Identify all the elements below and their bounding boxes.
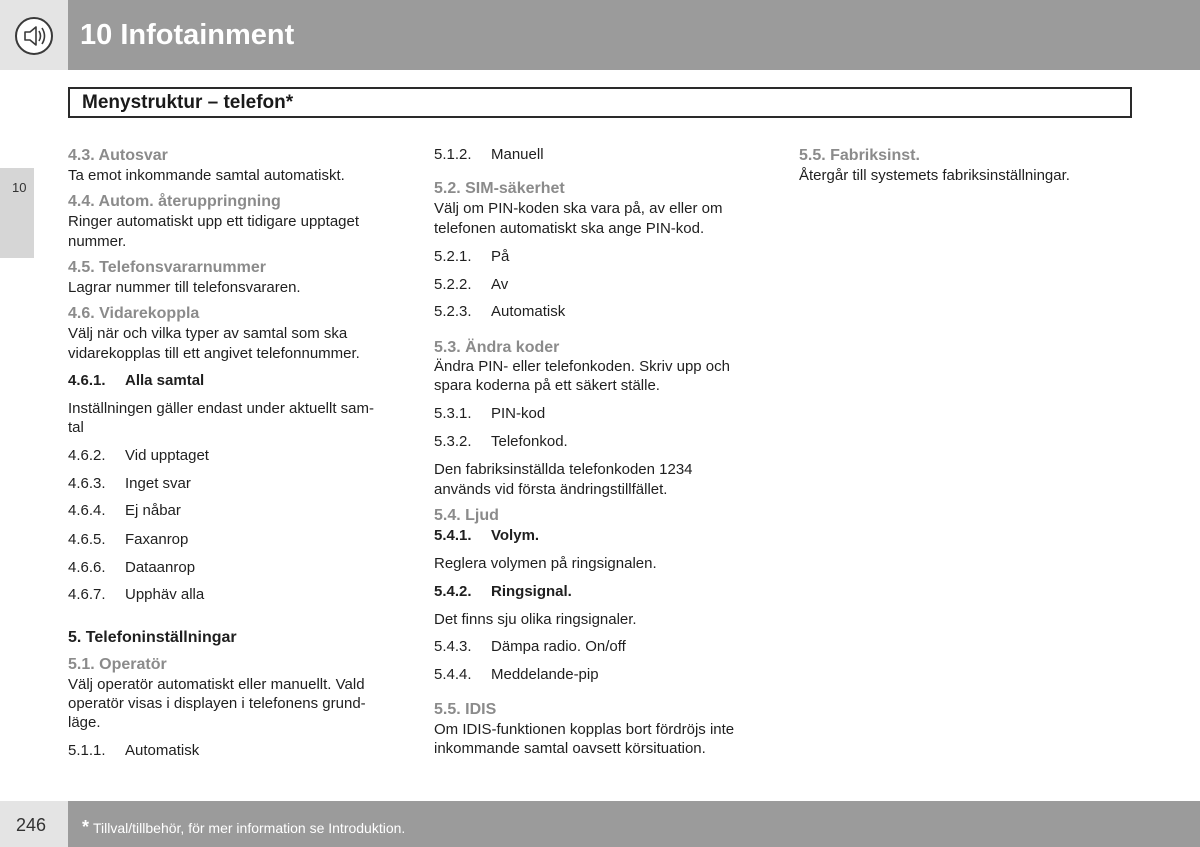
item-number: 5.2.3. bbox=[434, 303, 472, 320]
item-number: 5.2.1. bbox=[434, 248, 472, 265]
list-item bbox=[68, 446, 209, 466]
section-title-box bbox=[68, 87, 1132, 118]
text-5-1-line3: läge. bbox=[68, 714, 101, 731]
speaker-icon bbox=[14, 16, 54, 56]
text-5-3-note-line2: används vid första ändringstillfället. bbox=[434, 481, 668, 498]
page-number: 246 bbox=[16, 815, 47, 835]
text-5-2-line2: telefonen automatiskt ska ange PIN-kod. bbox=[434, 220, 705, 237]
heading-5-5-fabriksinst: 5.5. Fabriksinst. bbox=[799, 147, 920, 164]
item-number: 4.6.7. bbox=[68, 586, 106, 603]
item-number: 5.4.4. bbox=[434, 666, 472, 683]
item-number: 5.3.1. bbox=[434, 405, 472, 422]
item-5-2-2 bbox=[434, 275, 508, 295]
item-label: Dämpa radio. On/off bbox=[491, 638, 626, 655]
heading-5-5: 5.5. IDIS bbox=[434, 701, 497, 718]
text-4-4-line1: Ringer automatiskt upp ett tidigare upptaget bbox=[68, 213, 360, 230]
list-item bbox=[68, 558, 195, 578]
chapter-side-tab bbox=[0, 168, 34, 258]
list-item bbox=[68, 474, 191, 494]
list-item bbox=[68, 530, 188, 550]
text-5-3-line1: Ändra PIN- eller telefonkoden. Skriv upp och bbox=[434, 358, 730, 375]
text-5-2-line1: Välj om PIN-koden ska vara på, av eller om bbox=[434, 200, 723, 217]
item-5-3-1 bbox=[434, 404, 545, 424]
item-number: 5.1.2. bbox=[434, 146, 472, 163]
item-5-4-4 bbox=[434, 665, 599, 685]
item-label: Upphäv alla bbox=[125, 586, 205, 603]
item-number: 5.4.1. bbox=[434, 527, 472, 544]
item-5-2-1 bbox=[434, 247, 509, 267]
chapter-title: 10 Infotainment bbox=[80, 19, 295, 51]
heading-5-4: 5.4. Ljud bbox=[434, 507, 499, 524]
item-label: Av bbox=[491, 276, 509, 293]
item-label: Vid upptaget bbox=[125, 447, 209, 464]
item-number: 4.6.1. bbox=[68, 372, 106, 389]
text-4-6-line2: vidarekopplas till ett angivet telefonnummer. bbox=[68, 345, 360, 362]
item-label: Automatisk bbox=[491, 303, 566, 320]
item-label: Dataanrop bbox=[125, 559, 196, 576]
item-5-1-2 bbox=[434, 145, 544, 165]
text-4-6-line1: Välj när och vilka typer av samtal som ska bbox=[68, 325, 348, 342]
text-5-1-line2: operatör visas i displayen i telefonens grund- bbox=[68, 695, 366, 712]
item-label: Automatisk bbox=[125, 742, 200, 759]
item-label: Volym. bbox=[491, 527, 540, 544]
item-label: PIN-kod bbox=[491, 405, 546, 422]
text-4-3: Ta emot inkommande samtal automatiskt. bbox=[68, 167, 345, 184]
list-item bbox=[68, 501, 181, 521]
heading-5-1: 5.1. Operatör bbox=[68, 656, 167, 673]
item-label: Telefonkod. bbox=[491, 433, 568, 450]
heading-4-6: 4.6. Vidarekoppla bbox=[68, 305, 200, 322]
item-number: 4.6.4. bbox=[68, 502, 106, 519]
footnote-text: Tillval/tillbehör, för mer information se Introduktion. bbox=[93, 820, 406, 836]
text-5-3-line2: spara koderna på ett säkert ställe. bbox=[434, 377, 660, 394]
item-number: 5.2.2. bbox=[434, 276, 472, 293]
item-label: Faxanrop bbox=[125, 531, 189, 548]
item-5-4-3 bbox=[434, 637, 626, 657]
item-number: 4.6.5. bbox=[68, 531, 106, 548]
item-label: Alla samtal bbox=[125, 372, 205, 389]
text-5-5-fabriksinst: Återgår till systemets fabriksinställningar. bbox=[799, 167, 1070, 184]
item-number: 5.1.1. bbox=[68, 742, 106, 759]
item-label: Inget svar bbox=[125, 475, 191, 492]
text-5-4-1: Reglera volymen på ringsignalen. bbox=[434, 555, 657, 572]
item-number: 4.6.2. bbox=[68, 447, 106, 464]
item-label: Manuell bbox=[491, 146, 544, 163]
item-number: 5.4.2. bbox=[434, 583, 472, 600]
item-number: 5.4.3. bbox=[434, 638, 472, 655]
heading-5: 5. Telefoninställningar bbox=[68, 629, 237, 646]
section-title: Menystruktur – telefon* bbox=[82, 92, 294, 113]
item-5-4-1 bbox=[434, 526, 539, 546]
item-number: 5.3.2. bbox=[434, 433, 472, 450]
item-5-2-3 bbox=[434, 302, 565, 322]
chapter-number: 10 bbox=[12, 180, 27, 195]
text-5-1-line1: Välj operatör automatiskt eller manuellt. Vald bbox=[68, 676, 365, 693]
item-label: Meddelande-pip bbox=[491, 666, 599, 683]
heading-5-3: 5.3. Ändra koder bbox=[434, 339, 560, 356]
chapter-icon-box bbox=[0, 0, 68, 70]
text-5-3-note-line1: Den fabriksinställda telefonkoden 1234 bbox=[434, 461, 693, 478]
item-number: 4.6.6. bbox=[68, 559, 106, 576]
text-4-6-1-line1: Inställningen gäller endast under aktuellt sam- bbox=[68, 400, 375, 417]
heading-4-4: 4.4. Autom. återuppringning bbox=[68, 193, 281, 210]
item-label: På bbox=[491, 248, 510, 265]
item-label: Ej nåbar bbox=[125, 502, 181, 519]
item-5-1-1 bbox=[68, 741, 199, 761]
footer-bar bbox=[68, 801, 1200, 847]
item-5-4-2 bbox=[434, 582, 572, 602]
footnote bbox=[82, 817, 405, 838]
list-item bbox=[68, 585, 204, 605]
text-5-5-line2: inkommande samtal oavsett körsituation. bbox=[434, 740, 706, 757]
heading-4-3: 4.3. Autosvar bbox=[68, 147, 168, 164]
text-4-5: Lagrar nummer till telefonsvararen. bbox=[68, 279, 301, 296]
text-4-6-1-line2: tal bbox=[68, 419, 84, 436]
item-number: 4.6.3. bbox=[68, 475, 106, 492]
text-4-4-line2: nummer. bbox=[68, 233, 127, 250]
item-4-6-1 bbox=[68, 371, 204, 391]
item-5-3-2 bbox=[434, 432, 568, 452]
heading-4-5: 4.5. Telefonsvararnummer bbox=[68, 259, 267, 276]
item-label: Ringsignal. bbox=[491, 583, 572, 600]
page-number-box bbox=[0, 801, 68, 847]
footnote-star: * bbox=[82, 817, 90, 837]
heading-5-2: 5.2. SIM-säkerhet bbox=[434, 180, 565, 197]
text-5-5-line1: Om IDIS-funktionen kopplas bort fördröjs inte bbox=[434, 721, 735, 738]
text-5-4-2: Det finns sju olika ringsignaler. bbox=[434, 611, 637, 628]
